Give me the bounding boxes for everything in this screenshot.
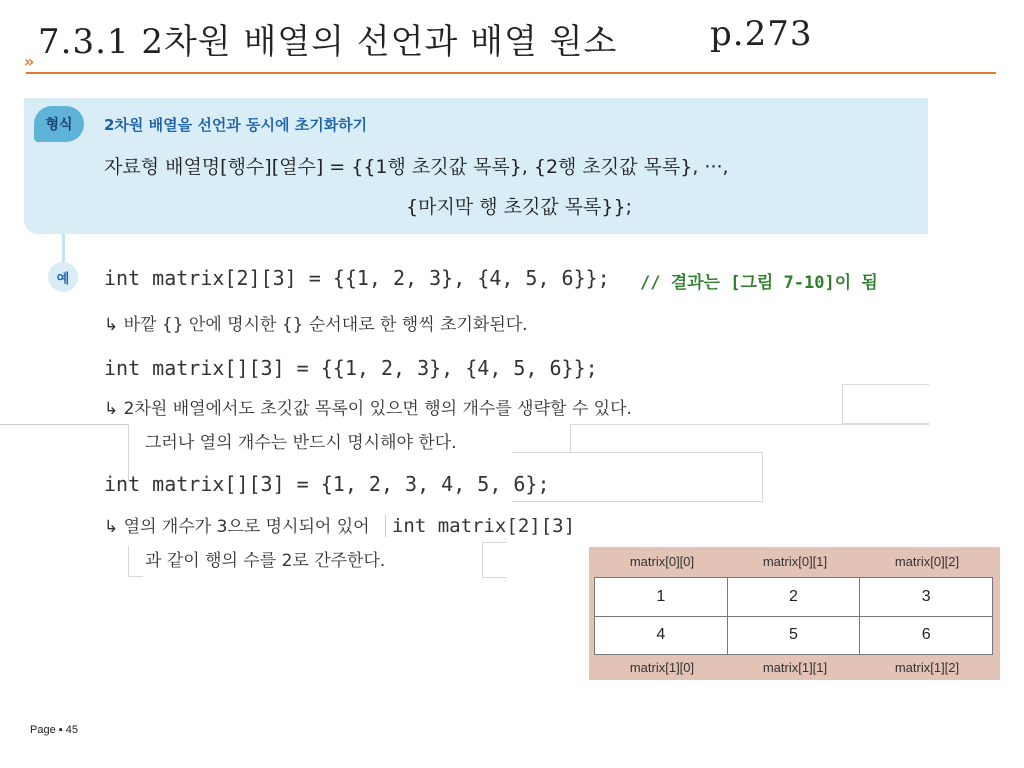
- table-cell: 6: [860, 616, 993, 655]
- table-cell: 1: [595, 578, 728, 617]
- title-divider: [26, 72, 996, 74]
- code-example-3: int matrix[][3] = {1, 2, 3, 4, 5, 6};: [104, 472, 550, 496]
- matrix-label: matrix[1][2]: [894, 660, 960, 675]
- matrix-label: matrix[0][2]: [894, 554, 960, 569]
- connector-line: [62, 234, 65, 262]
- table-cell: 5: [727, 616, 860, 655]
- matrix-figure: [589, 547, 1000, 680]
- note-3a: [104, 512, 575, 537]
- code-example-2: int matrix[][3] = {{1, 2, 3}, {4, 5, 6}};: [104, 356, 598, 380]
- format-syntax-line-1: 자료형 배열명[행수][열수] = {{1행 초깃값 목록}, {2행 초깃값 목록}, ···,: [104, 156, 729, 178]
- note-3b: 과 같이 행의 수를 2로 간주한다.: [145, 551, 386, 571]
- matrix-label: matrix[0][0]: [629, 554, 695, 569]
- table-cell: 2: [727, 578, 860, 617]
- page-reference: p.273: [710, 14, 813, 54]
- note-2b: 그러나 열의 개수는 반드시 명시해야 한다.: [145, 433, 457, 453]
- table-row: [595, 616, 993, 655]
- format-syntax-line-2: {마지막 행 초깃값 목록}};: [406, 196, 632, 218]
- decor-box: [842, 384, 929, 424]
- code-example-1: int matrix[2][3] = {{1, 2, 3}, {4, 5, 6}};: [104, 266, 610, 290]
- decor-box: [128, 546, 143, 577]
- note-1: ↳ 바깥 {} 안에 명시한 {} 순서대로 한 행씩 초기화된다.: [104, 315, 528, 335]
- matrix-label: matrix[0][1]: [762, 554, 828, 569]
- matrix-table: [594, 577, 993, 655]
- decor-box: [512, 452, 763, 502]
- note-3a-code: int matrix[2][3]: [385, 515, 575, 537]
- matrix-label: matrix[1][1]: [762, 660, 828, 675]
- example-badge: 예: [48, 262, 78, 292]
- section-title: 7.3.1 2차원 배열의 선언과 배열 원소: [38, 22, 618, 62]
- slide-title: [38, 14, 813, 63]
- page-number: Page ▪ 45: [30, 724, 78, 736]
- table-row: [595, 578, 993, 617]
- decor-box: [482, 542, 507, 578]
- table-cell: 3: [860, 578, 993, 617]
- format-title: 2차원 배열을 선언과 동시에 초기화하기: [104, 116, 368, 134]
- matrix-label: matrix[1][0]: [629, 660, 695, 675]
- code-comment-1: // 결과는 [그림 7-10]이 됨: [640, 273, 878, 293]
- note-2a: ↳ 2차원 배열에서도 초깃값 목록이 있으면 행의 개수를 생략할 수 있다.: [104, 399, 632, 419]
- format-badge: 형식: [34, 106, 84, 142]
- note-3a-text: ↳ 열의 개수가 3으로 명시되어 있어: [104, 517, 370, 537]
- chevron-icon: »: [24, 52, 35, 71]
- table-cell: 4: [595, 616, 728, 655]
- decor-box: [570, 424, 929, 455]
